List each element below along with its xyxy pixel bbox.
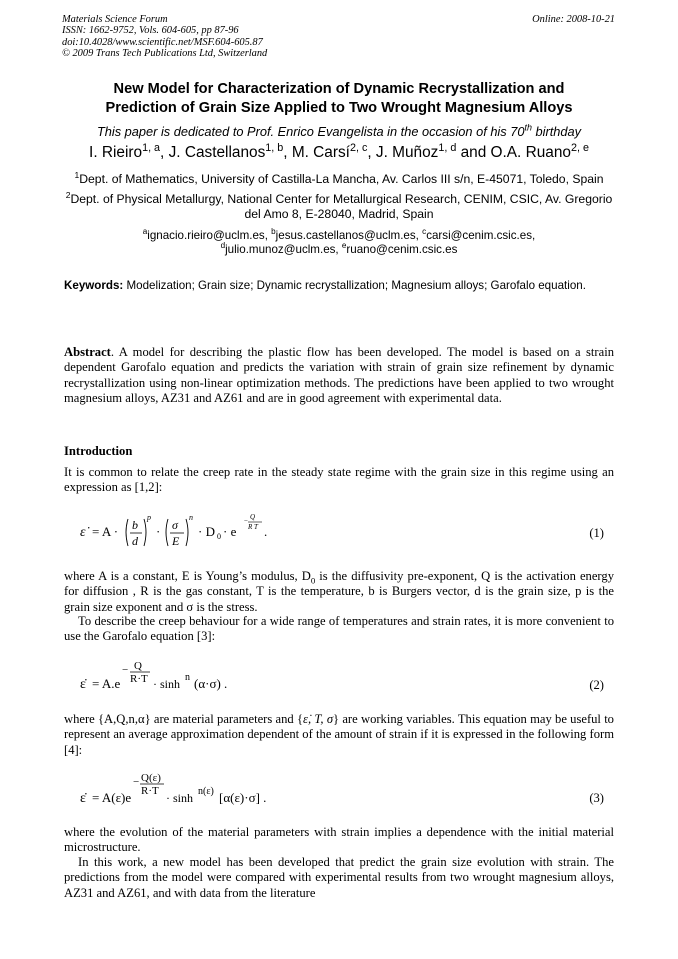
abstract: Abstract. A model for describing the plastic flow has been developed. The model is based on a strain dependent Garofalo equation and predicts the variation with strain of grain size refinement by dynamic recrystallization using non-linear optimization methods. The predictions have been applied to two wrought magnesium alloys, AZ31 and AZ61 and are in good agreement with experimental data.: [64, 345, 614, 406]
email-link[interactable]: julio.munoz@uclm.es,: [225, 242, 342, 256]
intro-paragraph-5: where the evolution of the material parameters with strain implies a dependence with the initial material microstructure.: [64, 825, 614, 855]
svg-text:· sinh: · sinh: [153, 677, 180, 691]
author: O.A. Ruano$^{2, e}$: [490, 141, 589, 161]
svg-text:R·T: R·T: [141, 785, 159, 797]
author: I. Rieiro$^{1, a}$: [89, 141, 161, 161]
keywords: Keywords: Modelization; Grain size; Dynamic recrystallization; Magnesium alloys; Garofalo equation.: [64, 279, 586, 292]
journal-name: Materials Science Forum: [62, 14, 168, 25]
svg-text:d: d: [132, 534, 138, 548]
affiliation-2: $^2$Dept. of Physical Metallurgy, National Center for Metallurgical Research, CENIM, CSIC, Av. Gregorio del Amo 8, E-28040, Madrid, Spain: [65, 189, 613, 221]
svg-text:· sinh: · sinh: [166, 791, 193, 805]
email-link[interactable]: carsi@cenim.csic.es,: [426, 229, 536, 242]
svg-text:σ: σ: [172, 518, 178, 532]
svg-text:.: .: [264, 524, 268, 539]
equation-2-number: (2): [589, 678, 604, 692]
svg-text:= A ·: = A ·: [92, 524, 119, 539]
equation-2: [80, 658, 604, 698]
email-link[interactable]: ruano@cenim.csic.es: [346, 242, 458, 256]
svg-text:· D: · D: [198, 524, 215, 539]
svg-text:p: p: [147, 513, 151, 522]
online-date: Online: 2008-10-21: [532, 14, 615, 25]
doi: doi:10.4028/www.scientific.net/MSF.604-605.87: [62, 36, 263, 48]
svg-text:= A.e: = A.e: [92, 676, 121, 691]
issn: ISSN: 1662-9752, Vols. 604-605, pp 87-96: [62, 25, 239, 37]
svg-text:−: −: [122, 664, 129, 676]
svg-text:n: n: [189, 513, 193, 522]
svg-text:ε̇: ε̇: [80, 791, 86, 806]
svg-text:·: ·: [156, 524, 161, 539]
dedication: This paper is dedicated to Prof. Enrico Evangelista in the occasion of his 70th birthday: [96, 122, 582, 139]
svg-text:= A(ε)e: = A(ε)e: [92, 790, 132, 805]
svg-text:R·T: R·T: [130, 673, 148, 685]
svg-text:· e: · e: [223, 524, 237, 539]
email-link[interactable]: ignacio.rieiro@uclm.es,: [147, 229, 272, 242]
journal-header: [62, 14, 615, 60]
section-heading-introduction: Introduction: [64, 444, 133, 458]
intro-paragraph-2: where A is a constant, E is Young’s modulus, $D_0$ is the diffusivity pre-exponent, Q is the activation energy for diffusion , R is the gas constant, T is the temperature, b is Burgers vector, d is the grain size, p is the grain size exponent and σ is the stress.: [64, 569, 614, 614]
svg-text:−: −: [133, 776, 140, 788]
svg-text:ε̇: ε̇: [80, 677, 86, 692]
svg-text:n: n: [185, 672, 190, 683]
svg-text:n(ε): n(ε): [198, 786, 214, 797]
paper-title: New Model for Characterization of Dynamic Recrystallization and Prediction of Grain Size Applied to Two Wrought Magnesium Alloys: [105, 81, 573, 116]
svg-text:Q(ε): Q(ε): [141, 772, 161, 784]
equation-1: [80, 510, 604, 550]
intro-paragraph-6: In this work, a new model has been developed that predict the grain size evolution with strain. The predictions from the model were compared with experimental results from two wrought magnesium alloys, AZ31 and AZ61, and with data from the literature: [64, 855, 614, 900]
equation-1-formula: [80, 510, 320, 554]
svg-text:R T: R T: [248, 523, 258, 531]
affiliation-1: $^1$Dept. of Mathematics, University of Castilla-La Mancha, Av. Carlos III s/n, E-45071, Toledo, Spain: [74, 169, 604, 186]
email-link[interactable]: jesus.castellanos@uclm.es,: [275, 229, 423, 242]
equation-2-formula: [80, 658, 320, 698]
copyright: © 2009 Trans Tech Publications Ltd, Switzerland: [62, 48, 268, 60]
author: J. Castellanos$^{1, b}$: [168, 141, 284, 161]
svg-text:Q: Q: [250, 513, 256, 521]
equation-3-formula: [80, 771, 340, 811]
intro-paragraph-4: where {A,Q,n,α} are material parameters and {ε̇, T, σ} are working variables. This equation may be useful to represent an average approximation dependent of the amount of strain if it is expressed in the following form [4]:: [64, 712, 614, 757]
svg-text:(α·σ) .: (α·σ) .: [194, 676, 228, 691]
author: M. Carsí$^{2, c}$: [291, 141, 368, 161]
svg-text:Q: Q: [134, 660, 142, 672]
author: J. Muñoz$^{1, d}$: [375, 141, 457, 161]
author-emails: $^a$ignacio.rieiro@uclm.es, $^b$jesus.castellanos@uclm.es, $^c$carsi@cenim.csic.es, $^d$julio.munoz@uclm.es, $^e$ruano@cenim.csic.es: [142, 227, 536, 256]
svg-text:0: 0: [217, 532, 221, 541]
svg-text:[α(ε)·σ] .: [α(ε)·σ] .: [219, 790, 267, 805]
intro-paragraph-3: To describe the creep behaviour for a wide range of temperatures and strain rates, it is more convenient to use the Garofalo equation [3]:: [64, 614, 614, 644]
equation-1-number: (1): [589, 526, 604, 540]
author-list: I. Rieiro$^{1, a}$, J. Castellanos$^{1, b}$, M. Carsí$^{2, c}$, J. Muñoz$^{1, d}$ and O.A. Ruano$^{2, e}$: [89, 141, 589, 161]
equation-3-number: (3): [589, 791, 604, 805]
intro-paragraph-1: It is common to relate the creep rate in the steady state regime with the grain size in this regime using an expression as [1,2]:: [64, 465, 614, 495]
svg-text:b: b: [132, 518, 138, 532]
svg-text:−: −: [244, 517, 248, 525]
svg-text:ε̇: ε̇: [80, 525, 86, 540]
svg-text:E: E: [172, 534, 180, 548]
equation-3: [80, 771, 604, 811]
